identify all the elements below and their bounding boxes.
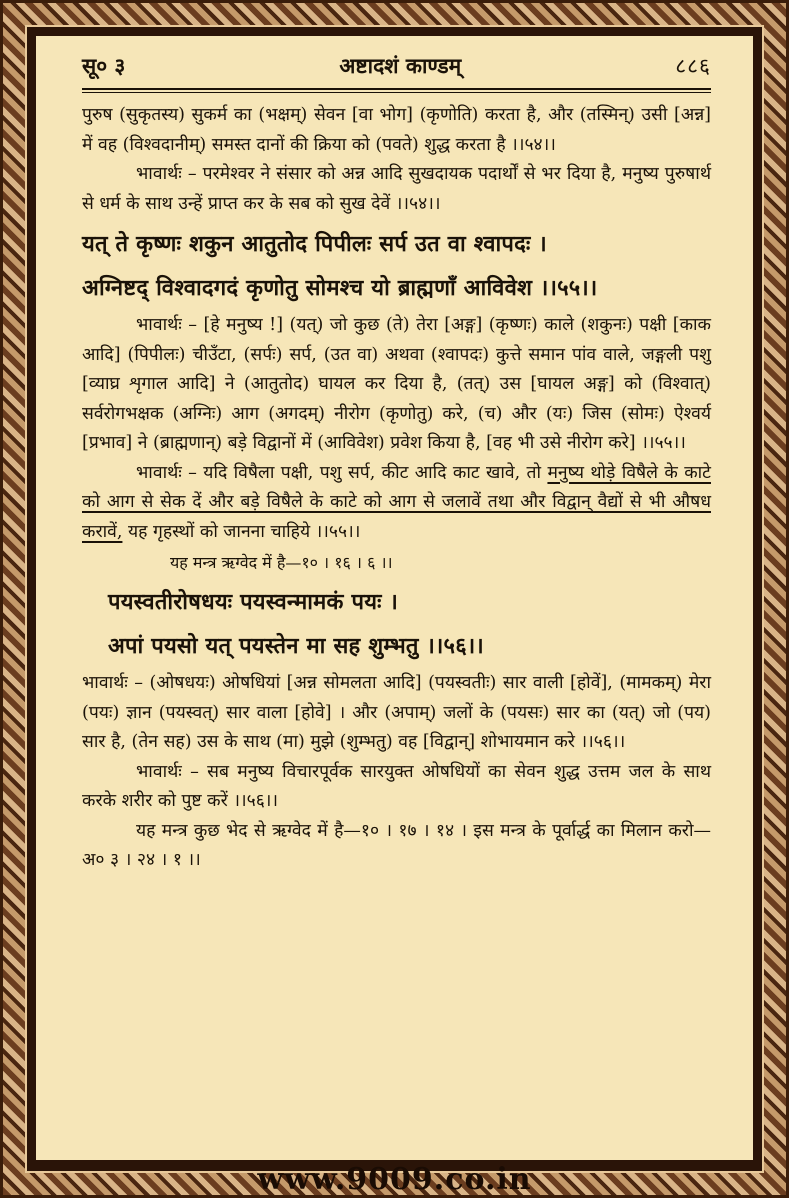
page-header [82,52,711,84]
mantra-55-line1: यत् ते कृष्णः शकुन आतुतोद पिपीलः सर्प उत वा श्वापदः । [82,231,547,257]
paragraph-54-bhavartha: भावार्थः – परमेश्वर ने संसार को अन्न आदि सुखदायक पदार्थों से भर दिया है, मनुष्य पुरुषार्थ से धर्म के साथ उन्हें प्राप्त कर के सब को सुख देवें ।।५४।। [82,164,711,214]
bhavartha-55-underlined: मनुष्य थोड़े विषैले के काटे को आग से सेक दें और बड़े विषैले के काटे को आग से जलावें तथा और विद्वान् वैद्यों से भी औषध करावें, [82,462,711,542]
page-content [36,36,753,1160]
bhashya-55: भावार्थः – [हे मनुष्य !] (यत्) जो कुछ (ते) तेरा [अङ्ग] (कृष्णः) काले (शकुनः) पक्षी [काक आदि] (पिपीलः) चीउँटा, (सर्पः) सर्प, (उत वा) अथवा (श्वापदः) कुत्ते समान पांव वाले, जङ्गली पशु [व्याघ्र शृगाल आदि] ने (आतुतोद) घायल कर दिया है, (तत्) उस [घायल अङ्ग] को (विश्वात्) सर्वरोगभक्षक (अग्निः) आग (अगदम्) नीरोग (कृणोतु) करे, (च) और (यः) जिस (सोमः) ऐश्वर्य [प्रभाव] ने (ब्राह्मणान्) बड़े विद्वानों में (आविवेश) प्रवेश किया है, [वह भी उसे नीरोग करे] ।।५५।। [82,315,711,453]
header-rule [82,88,711,93]
rigveda-reference-55: यह मन्त्र ऋग्वेद में है—१० । १६ । ६ ।। [170,553,393,572]
bhavartha-55 [82,459,711,548]
rigveda-reference-56: यह मन्त्र कुछ भेद से ऋग्वेद में है—१० । १७ । १४ । इस मन्त्र के पूर्वार्द्ध का मिलान करो—अ० ३ । २४ । १ ।। [82,820,711,870]
mantra-56-line2: अपां पयसो यत् पयस्तेन मा सह शुम्भतु ।।५६।। [108,633,484,659]
bhashya-56: भावार्थः – (ओषधयः) ओषधियां [अन्न सोमलता आदि] (पयस्वतीः) सार वाली [होवें], (मामकम्) मेरा (पयः) ज्ञान (पयस्वत्) सार वाला [होवे] । और (अपाम्) जलों के (पयसः) सार का (यत्) जो (पय) सार है, (तेन सह) उस के साथ (मा) मुझे (शुम्भतु) वह [विद्वान्] शोभायमान करे ।।५६।। [82,673,711,752]
mantra-55-line2: अग्निष्टद् विश्वादगदं कृणोतु सोमश्च यो ब्राह्मणाँ आविवेश ।।५५।। [82,275,598,301]
mantra-56-line1: पयस्वतीरोषधयः पयस्वन्मामकं पयः । [108,589,398,615]
bhavartha-56: भावार्थः – सब मनुष्य विचारपूर्वक सारयुक्त ओषधियों का सेवन शुद्ध उत्तम जल के साथ करके शरीर को पुष्ट करें ।।५६।। [82,761,711,811]
chapter-title: अष्टादशं काण्डम् [339,53,462,78]
footer-bar [0,1162,789,1198]
page-number: ८८६ [675,54,711,78]
paragraph-54-meaning: पुरुष (सुकृतस्य) सुकर्म का (भक्षम्) सेवन [वा भोग] (कृणोति) करता है, और (तस्मिन्) उसी [अन्न] में वह (विश्वदानीम्) समस्त दानों की क्रिया को (पवते) शुद्ध करता है ।।५४।। [82,105,711,155]
bhavartha-55-end: यह गृहस्थों को जानना चाहिये ।।५५।। [128,521,361,542]
website-url[interactable]: www.9009.co.in [257,1162,532,1197]
bhavartha-55-start: भावार्थः – यदि विषैला पक्षी, पशु सर्प, कीट आदि काट खावे, तो [136,462,542,483]
sutra-number: सू० ३ [82,53,126,78]
